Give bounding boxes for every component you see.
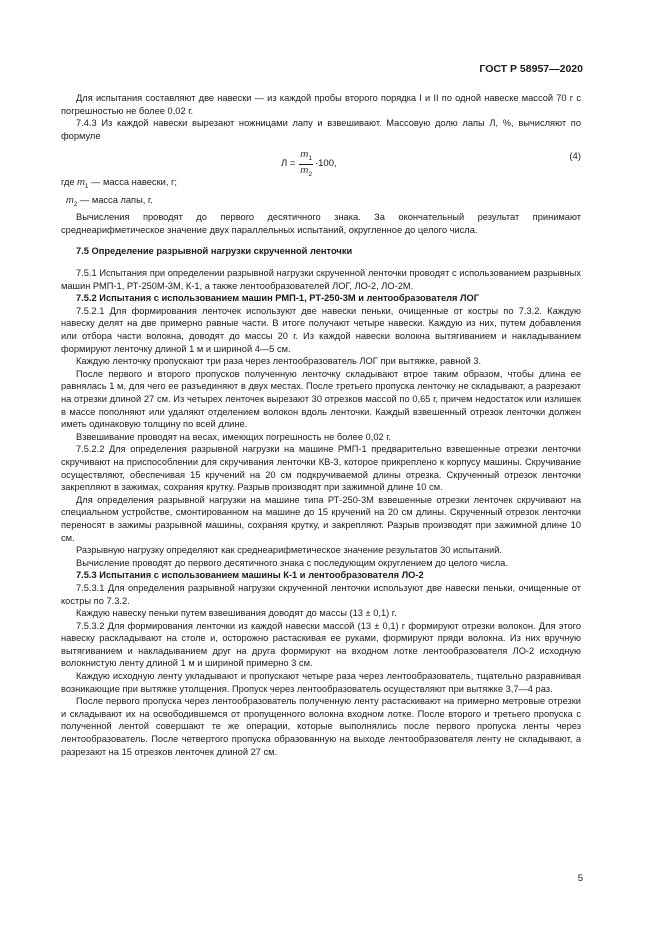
formula-denominator (300, 165, 312, 180)
formula-lhs: Л = (281, 158, 296, 170)
section-heading-7-5-2: 7.5.2 Испытания с использованием машин РМП-1, РТ-250-3М и лентообразователя ЛОГ (76, 293, 480, 304)
where-m2-text: — масса лапы, г. (77, 194, 153, 205)
formula-expression (281, 149, 337, 180)
paragraph: 7.5.2.1 Для формирования ленточек используют две навески пеньки, очищенные от костры по 7.3.2. Каждую навеску делят на две примерно равные части. В итоге получают четыре навески. Каждую из них, путем добавления или отбора части волокна, доводят до массы 20 г. Из каждой навески волокна вытягиванием и накладыванием формируют ленточку длиной 1 м и шириной 4—5 см. (61, 305, 581, 354)
formula-numerator (299, 149, 313, 165)
paragraph: 7.4.3 Из каждой навески вырезают ножницами лапу и взвешивают. Массовую долю лапы Л, %, вычисляют по формуле (61, 118, 581, 141)
paragraph: После первого пропуска через лентообразователь полученную ленту растаскивают на примерно метровые отрезки и складывают их на освободившемся от пропущенного волокна входном лотке. После второго и третьего пропуска с полученной лентой совершают те же операции, которые выполнялись после первого пропуска ленты через лентообразователь. После четвертого пропуска образованную на выходе лентообразователя ленту не складывают, а разрезают на 15 отрезков ленточек длиной 27 см. (61, 696, 581, 757)
var-m2-letter: m (66, 194, 74, 205)
doc-header: ГОСТ Р 58957—2020 (479, 63, 583, 75)
paragraph: Для испытания составляют две навески — из каждой пробы второго порядка I и II по одной навеске массой 70 г с погрешностью не более 0,02 г. (61, 93, 581, 116)
section-heading-7-5: 7.5 Определение разрывной нагрузки скрученной ленточки (76, 246, 353, 257)
paragraph: 7.5.3.1 Для определения разрывной нагрузки скрученной ленточки используют две навески пеньки, очищенные от костры по 7.3.2. (61, 582, 581, 606)
denominator-sub: 2 (308, 171, 312, 179)
numerator-sub: 1 (308, 155, 312, 163)
page-number: 5 (577, 873, 583, 884)
paragraph: Вычисления проводят до первого десятичного знака. За окончательный результат принимают среднеарифметическое значение двух параллельных испытаний, округленное до целого числа. (61, 212, 581, 235)
paragraph: Для определения разрывной нагрузки на машине типа РТ-250-3М взвешенные отрезки ленточек скручивают на специальном устройстве, смонтированном на машине до 15 кручений на 20 см длины. Скрученный отрезок ленточки переносят в зажимы разрывной машины, сохраняя крутку, и закрепляют. Разрыв производят при зажимной длине 10 см. (61, 494, 581, 543)
numerator-var: m (300, 149, 309, 161)
paragraph: Взвешивание проводят на весах, имеющих погрешность не более 0,02 г. (76, 431, 392, 442)
paragraph: 7.5.2.2 Для определения разрывной нагрузки на машине РМП-1 предварительно взвешенные отрезки ленточки скручивают на приспособлении для скручивания ленточки КВ-3, которое прикреплено к корпусу машины. Скручивание осуществляют, обеспечивая 15 кручений на 20 см подкручиваемой длины отрезка. Скрученный отрезок ленточки закрепляют в зажимах, сохраняя крутку. Разрыв производят при зажимной длине 10 см. (61, 444, 581, 493)
paragraph: Каждую навеску пеньки путем взвешивания доводят до массы (13 ± 0,1) г. (76, 608, 397, 619)
paragraph: Каждую ленточку пропускают три раза через лентообразователь ЛОГ при вытяжке, равной 3. (76, 356, 482, 367)
var-m1 (77, 177, 89, 191)
var-m1-sub: 1 (84, 183, 89, 191)
var-m2-sub: 2 (73, 200, 78, 208)
denominator-var: m (300, 165, 309, 177)
var-m2 (66, 194, 78, 208)
paragraph: Каждую исходную ленту укладывают и пропускают четыре раза через лентообразователь, тщательно разравнивая возникающие при вытяжке утолщения. Пропуск через лентообразователь осуществляют при вытяжке 3,7—4 раз. (61, 671, 581, 694)
paragraph: 7.5.3.2 Для формирования ленточки из каждой навески массой (13 ± 0,1) г формируют отрезки волокон. Для этого навеску раскладывают на столе и, осторожно растаскивая ее руками, формируют пряди волокна. Из них вручную вытягиванием и накладыванием друг на друга формируют на входном лотке лентообразователя ЛО-2 исходную волокнистую ленту длиной 1 м и шириной примерно 3 см. (61, 620, 581, 669)
where-prefix: где (61, 177, 78, 188)
formula-fraction (299, 149, 313, 180)
where-m1-text: — масса навески, г; (88, 177, 177, 188)
formula-number: (4) (569, 151, 581, 163)
paragraph: Вычисление проводят до первого десятичного знака с последующим округлением до целого числа. (76, 557, 508, 568)
section-heading-7-5-3: 7.5.3 Испытания с использованием машины К-1 и лентообразователя ЛО-2 (76, 570, 424, 581)
formula-4 (61, 143, 581, 179)
where-line-m2 (61, 194, 581, 211)
paragraph: После первого и второго пропусков полученную ленточку складывают втрое таким образом, чтобы длина ее равнялась 1 м, для чего ее разъединяют в двух местах. После третьего пропуска ленточку не складывают, а разрезают на отрезки длиной 27 см. Из четырех ленточек вырезают 30 отрезков массой по 0,65 г, причем недостаток или излишек в массе пополняют или удаляют отделением волокон вдоль ленточки. Каждый взвешенный отрезок ленточки должен иметь одинаковую толщину по всей длине. (61, 368, 581, 430)
formula-tail: ·100, (314, 158, 337, 170)
var-m1-letter: m (77, 177, 85, 188)
document-body (61, 92, 581, 758)
paragraph: Разрывную нагрузку определяют как среднеарифметическое значение результатов 30 испытаний. (76, 545, 502, 556)
paragraph: 7.5.1 Испытания при определении разрывной нагрузки скрученной ленточки проводят с использованием разрывных машин РМП-1, РТ-250М-3М, К-1, а также лентообразователей ЛОГ, ЛО-2, ЛО-2М. (61, 268, 581, 291)
